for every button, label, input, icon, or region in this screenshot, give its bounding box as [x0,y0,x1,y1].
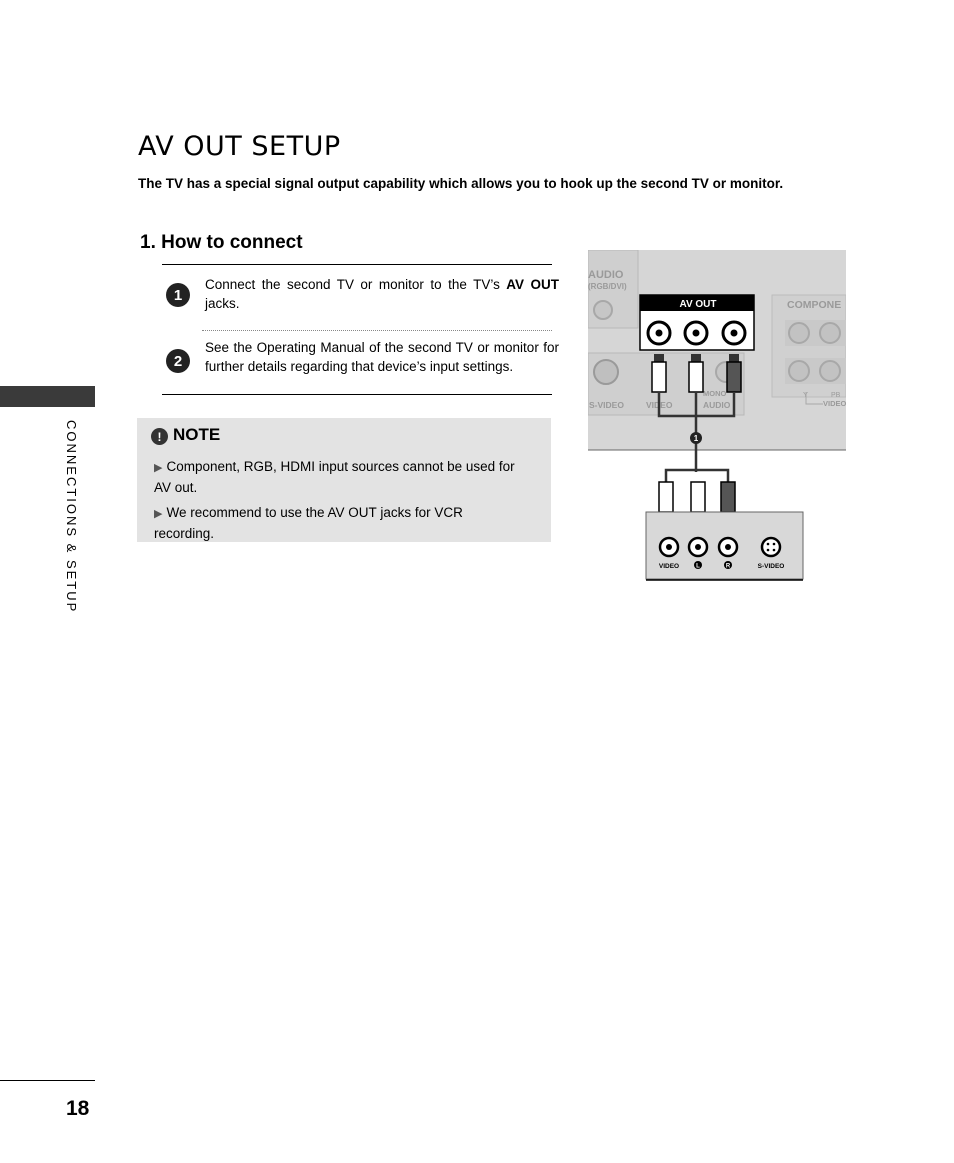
device-l-label: L [696,563,700,570]
audio-in-label: AUDIO [703,400,731,410]
arrow-right-icon: ▶ [154,508,163,520]
svideo-in-jack [594,360,618,384]
video-label: VIDEO [646,400,673,410]
dotted-divider [202,330,552,331]
svideo-label: S-VIDEO [589,400,624,410]
note-item: ▶ We recommend to use the AV OUT jacks for VCR recording. [154,505,463,541]
step-2-number: 2 [166,349,190,373]
pb-label: PB [831,392,841,399]
divider [162,394,552,395]
device-video-label: VIDEO [658,563,680,570]
side-section-label: CONNECTIONS & SETUP [64,420,79,614]
svg-text:1: 1 [693,434,699,443]
divider [162,264,552,265]
note-title: NOTE [173,425,221,444]
page-title: AV OUT SETUP [138,131,341,162]
page-number: 18 [66,1097,90,1120]
y-label: Y [803,390,809,399]
footer-divider [0,1080,95,1081]
step-2-text: See the Operating Manual of the second TV or monitor for further details regarding that device’s input settings. [205,340,559,374]
exclamation-icon: ! [151,428,168,445]
audio-sub-label: (RGB/DVI) [588,282,627,291]
device-svideo-label: S-VIDEO [757,563,785,570]
intro-text: The TV has a special signal output capability which allows you to hook up the second TV or monitor. [138,176,784,191]
device-svideo-jack [762,538,780,556]
section-heading: 1. How to connect [140,232,303,253]
component-label: COMPONE [787,299,842,311]
device-r-label: R [725,563,731,570]
section-tab [0,386,95,407]
note-item: ▶ Component, RGB, HDMI input sources cannot be used for AV out. [154,459,515,495]
component-video-label: VIDEO [823,399,846,408]
step-1-number: 1 [166,283,190,307]
audio-jack [594,301,612,319]
audio-label: AUDIO [588,269,624,281]
arrow-right-icon: ▶ [154,462,163,474]
mono-label: MONO [703,389,727,398]
av-out-label: AV OUT [679,299,717,310]
connection-diagram [588,250,846,582]
step-1-text: Connect the second TV or monitor to the TV’s AV OUT jacks. [205,277,560,311]
